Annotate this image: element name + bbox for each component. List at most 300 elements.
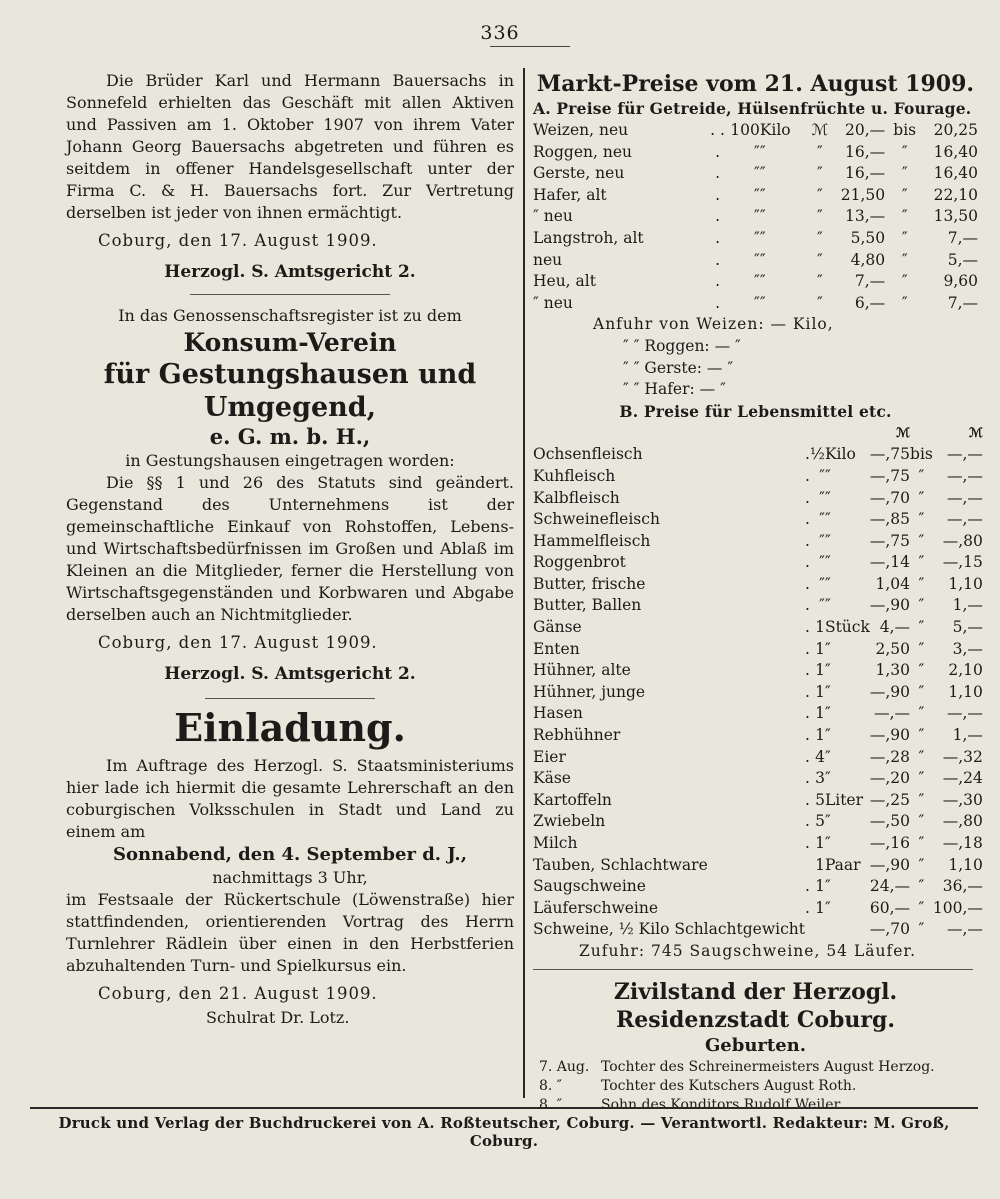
food-cell-p2: —,30: [942, 790, 983, 809]
food-cell-unit: ″: [824, 726, 831, 745]
food-cell-unit: ″: [824, 898, 831, 917]
grain-row: [533, 228, 978, 250]
grain-cell-qty: ″: [754, 272, 760, 291]
food-cell-unit: Kilo: [824, 445, 856, 464]
food-row: [533, 617, 983, 639]
grain-cell-qty: ″: [754, 142, 760, 161]
einladung-signature: Schulrat Dr. Lotz.: [206, 1008, 350, 1027]
food-cell-name: Zwiebeln: [533, 812, 606, 831]
food-cell-name: Käse: [533, 769, 571, 788]
food-cell-dots: .: [804, 726, 810, 745]
grain-cell-p2: 20,25: [933, 121, 978, 139]
food-cell-p1: —,14: [869, 553, 911, 572]
food-row: [533, 790, 983, 812]
grain-cell-q2: ″: [901, 142, 908, 161]
notice-konsum-date: Coburg, den 17. August 1909.: [98, 633, 378, 652]
grain-cell-p1: 4,80: [850, 250, 886, 269]
grain-cell-dots: .: [715, 272, 721, 291]
food-cell-dots: .: [804, 877, 810, 896]
food-cell-dots: .: [804, 618, 810, 637]
grain-supply-line: ″ ″ Hafer: — ″: [623, 380, 726, 399]
food-cell-q2: ″: [918, 877, 925, 896]
grain-cell-p2: 22,10: [933, 185, 978, 204]
food-cell-q2: ″: [918, 466, 925, 485]
grain-cell-name: Langstroh, alt: [533, 228, 644, 247]
food-cell-unit: ″: [824, 769, 831, 788]
grain-cell-p2: 7,—: [947, 293, 978, 312]
food-cell-qty: [810, 919, 825, 941]
food-cell-q2: ″: [918, 898, 925, 917]
grain-cell-dots: .: [715, 293, 721, 312]
grain-cell-q2: ″: [901, 207, 908, 226]
food-cell-p2: 1,10: [948, 574, 983, 593]
birth-entry: [533, 1058, 978, 1077]
separator-rule: [190, 294, 390, 295]
food-cell-dots: .: [804, 790, 810, 809]
food-cell-name: Milch: [533, 834, 578, 852]
grain-cell-dots: . .: [710, 121, 725, 139]
food-row: [533, 488, 983, 510]
food-cell-p2: —,—: [946, 704, 983, 723]
food-cell-p1: —,75: [869, 445, 911, 464]
food-cell-p2: —,—: [946, 510, 983, 529]
food-cell-dots: .: [804, 661, 810, 680]
grain-row: [533, 293, 978, 315]
grain-cell-qty: ″: [754, 185, 760, 204]
grain-cell-q2: ″: [901, 228, 908, 247]
column-divider: [523, 68, 525, 1098]
food-cell-qty: ″: [819, 596, 825, 615]
birth-text: Sohn des Konditors Rudolf Weiler.: [601, 1096, 844, 1113]
section-b-title: B. Preise für Lebensmittel etc.: [619, 401, 892, 421]
grain-cell-dots: .: [715, 207, 721, 226]
birth-text: Tochter des Schreinermeisters August Herzog.: [601, 1058, 935, 1075]
food-cell-q2: ″: [918, 488, 925, 507]
food-cell-name: Läuferschweine: [533, 898, 659, 917]
einladung-event-date: Sonnabend, den 4. September d. J.,: [113, 844, 467, 865]
food-cell-unit: Paar: [824, 855, 861, 874]
food-cell-unit: ″: [824, 834, 831, 852]
food-cell-p2: —,—: [946, 920, 983, 939]
food-cell-name: Tauben, Schlachtware: [533, 855, 708, 874]
food-cell-p2: 3,—: [952, 639, 983, 658]
food-cell-p2: 5,—: [952, 618, 983, 637]
food-row: [533, 595, 983, 617]
grain-supply-line: ″ ″ Roggen: — ″: [623, 336, 741, 355]
food-cell-p2: 1,10: [948, 682, 983, 701]
grain-row: [533, 250, 978, 272]
grain-cell-p1: 6,—: [854, 293, 886, 312]
food-cell-p2: 1,10: [948, 855, 983, 874]
food-row: [533, 552, 983, 574]
food-cell-p1: —,20: [869, 769, 911, 788]
grain-cell-q2: ″: [901, 185, 908, 204]
einladung-event-time: nachmittags 3 Uhr,: [212, 868, 368, 887]
notice-bauersachs-court: Herzogl. S. Amtsgericht 2.: [164, 262, 416, 282]
food-cell-qty: 1: [815, 639, 825, 658]
grain-row: [533, 185, 978, 207]
food-cell-qty: 1: [815, 726, 825, 745]
food-cell-name: Enten: [533, 639, 580, 658]
notice-bauersachs-date: Coburg, den 17. August 1909.: [98, 231, 378, 250]
grain-cell-p1: 16,—: [844, 164, 886, 183]
currency-mark-low: ℳ: [896, 425, 911, 441]
food-cell-name: Eier: [533, 747, 566, 766]
food-row: [533, 919, 983, 941]
food-cell-qty: 4: [815, 747, 825, 766]
grain-cell-q2: ″: [901, 250, 908, 269]
grain-supply-line: Anfuhr von Weizen: — Kilo,: [593, 315, 834, 334]
food-cell-q2: ″: [918, 531, 925, 550]
grain-cell-q1: ″: [817, 185, 823, 204]
food-cell-dots: .: [804, 553, 810, 572]
food-cell-qty: ″: [819, 510, 825, 529]
separator-rule: [533, 969, 973, 970]
food-cell-p1: —,—: [874, 704, 911, 723]
grain-cell-unit: ″: [759, 185, 766, 204]
imprint-footer: Druck und Verlag der Buchdruckerei von A. Roßteutscher, Coburg. — Verantwortl. Redakteur: M. Groß, Coburg.: [58, 1114, 950, 1150]
food-cell-p2: 100,—: [932, 898, 983, 917]
grain-cell-name: Gerste, neu: [533, 164, 625, 183]
birth-entry: [533, 1096, 978, 1115]
grain-cell-q1: ″: [817, 250, 823, 269]
food-cell-unit: ″: [824, 704, 831, 723]
food-cell-p1: —,70: [869, 488, 911, 507]
grain-cell-unit: ″: [759, 142, 766, 161]
food-cell-q2: ″: [918, 834, 925, 852]
food-cell-p1: 24,—: [869, 877, 911, 896]
birth-entry: [533, 1077, 978, 1096]
food-cell-qty: 1: [815, 877, 825, 896]
grain-cell-qty: ″: [754, 293, 760, 312]
food-row: [533, 531, 983, 553]
food-cell-p2: —,18: [942, 834, 983, 852]
food-cell-name: Schweine, ½ Kilo Schlachtgewicht: [533, 920, 805, 939]
food-cell-dots: .: [804, 466, 810, 485]
food-cell-unit: ″: [824, 877, 831, 896]
birth-date: 8. ″: [539, 1077, 563, 1094]
grain-cell-unit: ″: [759, 207, 766, 226]
grain-cell-qty: 100: [730, 121, 760, 139]
food-cell-qty: 3: [815, 769, 825, 788]
grain-cell-qty: ″: [754, 164, 760, 183]
food-cell-p1: —,70: [869, 920, 911, 939]
food-cell-unit: ″: [824, 466, 831, 485]
food-cell-dots: .: [804, 488, 810, 507]
grain-row: [533, 142, 978, 164]
grain-cell-unit: ″: [759, 250, 766, 269]
food-cell-p1: —,90: [869, 682, 911, 701]
grain-cell-qty: ″: [754, 228, 760, 247]
grain-cell-name: Heu, alt: [533, 272, 596, 291]
food-price-table: [533, 423, 983, 941]
food-cell-q2: ″: [918, 704, 925, 723]
food-cell-dots: .: [804, 445, 810, 464]
grain-cell-name: ″ neu: [533, 293, 573, 312]
food-cell-q2: ″: [918, 639, 925, 658]
food-cell-qty: 1: [815, 834, 825, 852]
grain-cell-dots: .: [715, 250, 721, 269]
page-number-rule: [490, 46, 570, 47]
currency-mark-high: ℳ: [968, 425, 983, 441]
food-cell-dots: .: [804, 574, 810, 593]
grain-cell-q2: ″: [901, 293, 908, 312]
food-cell-p1: —,75: [869, 466, 911, 485]
food-row: [533, 747, 983, 769]
food-cell-dots: .: [804, 596, 810, 615]
notice-konsum-name-line3: e. G. m. b. H.,: [209, 424, 371, 449]
food-cell-q2: ″: [918, 747, 925, 766]
grain-cell-p2: 7,—: [947, 228, 978, 247]
food-cell-q2: ″: [918, 790, 925, 809]
food-cell-name: Gänse: [533, 618, 582, 637]
grain-cell-p2: 5,—: [947, 250, 978, 269]
food-cell-unit: Stück: [824, 618, 870, 637]
food-cell-dots: .: [804, 898, 810, 917]
grain-cell-name: Roggen, neu: [533, 142, 632, 161]
food-cell-name: Kartoffeln: [533, 790, 612, 809]
grain-cell-name: ″ neu: [533, 207, 573, 226]
food-cell-dots: .: [804, 531, 810, 550]
notice-konsum-location: in Gestungshausen eingetragen worden:: [125, 451, 455, 470]
footer-rule: [30, 1107, 978, 1109]
notice-einladung: [66, 705, 514, 1029]
food-cell-qty: ″: [819, 574, 825, 593]
food-cell-p1: —,90: [869, 855, 911, 874]
grain-cell-qty: ″: [754, 207, 760, 226]
food-cell-dots: .: [804, 510, 810, 529]
grain-row: [533, 206, 978, 228]
food-cell-q2: ″: [918, 855, 925, 874]
food-cell-p1: 2,50: [875, 639, 911, 658]
food-cell-q2: ″: [918, 726, 925, 745]
food-cell-unit: ″: [824, 488, 831, 507]
food-cell-qty: ″: [819, 466, 825, 485]
grain-cell-p1: 20,—: [844, 121, 886, 139]
food-cell-name: Schweinefleisch: [533, 510, 660, 529]
left-column: [66, 70, 514, 1029]
notice-konsum-text: Die §§ 1 und 26 des Statuts sind geändert. Gegenstand des Unternehmens ist der gemeinschaftliche Einkauf von Rohstoffen, Lebens- und Wirtschaftsbedürfnissen im Großen und Ablaß im Kleinen an die Mitglieder, ferner die Herstellung von Wirtschaftsgegenständen und Korbwaren und Abgabe derselben auch an Nichtmitglieder.: [66, 473, 514, 624]
food-row: [533, 876, 983, 898]
food-cell-unit: ″: [824, 596, 831, 615]
food-cell-qty: 5: [815, 790, 825, 809]
food-cell-p2: —,—: [946, 445, 983, 464]
grain-cell-q1: ″: [817, 142, 823, 161]
food-row: [533, 574, 983, 596]
food-cell-p1: —,75: [869, 531, 911, 550]
grain-row: [533, 271, 978, 293]
food-row: [533, 898, 983, 920]
food-cell-name: Hammelfleisch: [533, 531, 651, 550]
food-cell-p1: —,90: [869, 726, 911, 745]
notice-konsum-court: Herzogl. S. Amtsgericht 2.: [164, 664, 416, 684]
food-row: [533, 509, 983, 531]
food-cell-q2: ″: [918, 812, 925, 831]
food-cell-unit: ″: [824, 574, 831, 593]
food-cell-q2: ″: [918, 553, 925, 572]
food-row: [533, 833, 983, 855]
grain-cell-p1: 21,50: [840, 185, 886, 204]
food-row: [533, 811, 983, 833]
births-title: Geburten.: [704, 1034, 807, 1056]
food-cell-q2: ″: [918, 618, 925, 637]
einladung-text2: im Festsaale der Rückertschule (Löwenstraße) hier stattfindenden, orientierenden Vortrag des Herrn Turnlehrer Rädlein über einen in den Herbstferien abzuhaltenden Turn- und Spielkursus ein.: [66, 890, 514, 975]
einladung-date: Coburg, den 21. August 1909.: [98, 984, 378, 1003]
page-number: 336: [480, 22, 520, 44]
grain-cell-p1: 5,50: [850, 228, 886, 247]
grain-cell-p1: 16,—: [844, 142, 886, 161]
grain-cell-dots: .: [715, 164, 721, 183]
grain-cell-q2: bis: [893, 121, 917, 139]
food-cell-name: Rebhühner: [533, 726, 621, 745]
food-cell-q2: ″: [918, 510, 925, 529]
pig-supply: Zufuhr: 745 Saugschweine, 54 Läufer.: [579, 941, 917, 960]
food-row: [533, 703, 983, 725]
food-cell-q2: ″: [918, 682, 925, 701]
food-row: [533, 855, 983, 877]
notice-konsum-name-line2: für Gestungshausen und Umgegend,: [103, 359, 477, 423]
grain-cell-p2: 16,40: [933, 142, 978, 161]
births-list: [533, 1058, 978, 1115]
einladung-text1: Im Auftrage des Herzogl. S. Staatsministeriums hier lade ich hiermit die gesamte Lehrerschaft an den coburgischen Volksschulen in Stadt und Land zu einem am: [66, 756, 514, 841]
food-cell-p1: 1,30: [875, 661, 911, 680]
grain-supply-line: ″ ″ Gerste: — ″: [623, 358, 734, 377]
food-cell-name: Hühner, junge: [533, 682, 646, 701]
food-cell-qty: 5: [815, 812, 825, 831]
grain-cell-name: neu: [533, 250, 563, 269]
food-row: [533, 768, 983, 790]
food-cell-unit: ″: [824, 661, 831, 680]
grain-cell-unit: ″: [759, 293, 766, 312]
food-cell-dots: .: [804, 812, 810, 831]
food-cell-q2: bis: [910, 445, 933, 464]
food-cell-qty: 1: [815, 898, 825, 917]
food-cell-p2: 1,—: [952, 726, 983, 745]
grain-cell-p1: 7,—: [854, 272, 886, 291]
section-a-title: A. Preise für Getreide, Hülsenfrüchte u. Fourage.: [533, 99, 972, 118]
food-cell-p2: —,80: [942, 812, 983, 831]
grain-cell-q2: ″: [901, 164, 908, 183]
food-cell-q2: ″: [918, 574, 925, 593]
food-cell-unit: Liter: [824, 790, 864, 809]
food-cell-p2: 1,—: [952, 596, 983, 615]
food-cell-name: Butter, Ballen: [533, 596, 642, 615]
food-cell-dots: .: [804, 704, 810, 723]
food-cell-q2: ″: [918, 596, 925, 615]
food-cell-name: Roggenbrot: [533, 553, 626, 572]
food-row: [533, 444, 983, 466]
food-cell-p1: —,50: [869, 812, 911, 831]
food-cell-q2: ″: [918, 920, 925, 939]
food-cell-p1: —,28: [869, 747, 911, 766]
food-row: [533, 725, 983, 747]
food-cell-dots: .: [804, 834, 810, 852]
notice-konsum-name-line1: Konsum-Verein: [183, 328, 397, 357]
food-cell-name: Butter, frische: [533, 574, 646, 593]
food-cell-unit: ″: [824, 812, 831, 831]
food-cell-q2: ″: [918, 661, 925, 680]
birth-date: 8. ″: [539, 1096, 563, 1113]
food-row: [533, 682, 983, 704]
birth-date: 7. Aug.: [539, 1058, 590, 1075]
food-cell-name: Kalbfleisch: [533, 488, 620, 507]
grain-cell-unit: Kilo: [759, 121, 791, 139]
food-cell-p1: 60,—: [869, 898, 911, 917]
grain-row: [533, 163, 978, 185]
grain-cell-name: Hafer, alt: [533, 185, 607, 204]
food-cell-qty: 1: [815, 704, 825, 723]
food-row: [533, 466, 983, 488]
grain-cell-p2: 13,50: [933, 207, 978, 226]
food-cell-unit: ″: [824, 531, 831, 550]
food-cell-qty: 1: [815, 855, 825, 874]
grain-cell-q1: ″: [817, 207, 823, 226]
food-cell-qty: ″: [819, 488, 825, 507]
food-cell-p1: 4,—: [879, 618, 911, 637]
grain-cell-q1: ″: [817, 228, 823, 247]
food-cell-unit: ″: [824, 682, 831, 701]
food-cell-unit: ″: [824, 553, 831, 572]
notice-konsum-intro: In das Genossenschaftsregister ist zu dem: [118, 306, 462, 325]
food-cell-unit: ″: [824, 639, 831, 658]
food-cell-dots: .: [804, 747, 810, 766]
food-cell-unit: [825, 919, 870, 941]
grain-row: [533, 120, 978, 142]
grain-cell-unit: ″: [759, 272, 766, 291]
separator-rule: [205, 698, 375, 699]
grain-cell-p2: 16,40: [933, 164, 978, 183]
right-column: [533, 70, 983, 1115]
notice-konsum-verein: [66, 305, 514, 684]
food-cell-p1: —,85: [869, 510, 911, 529]
food-cell-p2: —,—: [946, 488, 983, 507]
notice-bauersachs-text: Die Brüder Karl und Hermann Bauersachs in Sonnefeld erhielten das Geschäft mit allen Aktiven und Passiven am 1. Oktober 1907 von ihrem Vater Johann Georg Bauersachs abgetreten und führen es seitdem in offener Handelsgesellschaft unter der Firma C. & H. Bauersachs fort. Zur Vertretung derselben ist jeder von ihnen ermächtigt.: [66, 71, 514, 222]
food-row: [533, 639, 983, 661]
food-cell-p2: —,80: [942, 531, 983, 550]
grain-cell-p2: 9,60: [943, 272, 978, 291]
food-cell-p1: —,25: [869, 790, 911, 809]
grain-cell-q1: ℳ: [811, 121, 829, 139]
food-cell-qty: 1: [815, 618, 825, 637]
grain-cell-qty: ″: [754, 250, 760, 269]
grain-cell-unit: ″: [759, 164, 766, 183]
grain-cell-dots: .: [715, 228, 721, 247]
food-cell-p2: —,—: [946, 466, 983, 485]
grain-cell-q1: ″: [817, 272, 823, 291]
food-row: [533, 660, 983, 682]
einladung-title: Einladung.: [174, 705, 406, 750]
grain-cell-q2: ″: [901, 272, 908, 291]
grain-cell-unit: ″: [759, 228, 766, 247]
food-cell-dots: .: [804, 682, 810, 701]
food-cell-dots: .: [804, 769, 810, 788]
food-cell-unit: ″: [824, 510, 831, 529]
food-cell-name: Kuhfleisch: [533, 466, 616, 485]
currency-header-row: [533, 423, 983, 445]
grain-cell-p1: 13,—: [844, 207, 886, 226]
birth-text: Tochter des Kutschers August Roth.: [601, 1077, 857, 1094]
food-cell-p2: —,15: [942, 553, 983, 572]
food-cell-qty: ½: [809, 445, 825, 464]
food-cell-name: Hasen: [533, 704, 583, 723]
grain-cell-name: Weizen, neu: [533, 121, 629, 139]
food-cell-name: Saugschweine: [533, 877, 646, 896]
market-prices-title: Markt-Preise vom 21. August 1909.: [536, 71, 975, 97]
food-cell-unit: ″: [824, 747, 831, 766]
food-cell-qty: 1: [815, 661, 825, 680]
food-cell-name: Hühner, alte: [533, 661, 631, 680]
zivilstand-title: Zivilstand der Herzogl. Residenzstadt Coburg.: [613, 978, 898, 1033]
